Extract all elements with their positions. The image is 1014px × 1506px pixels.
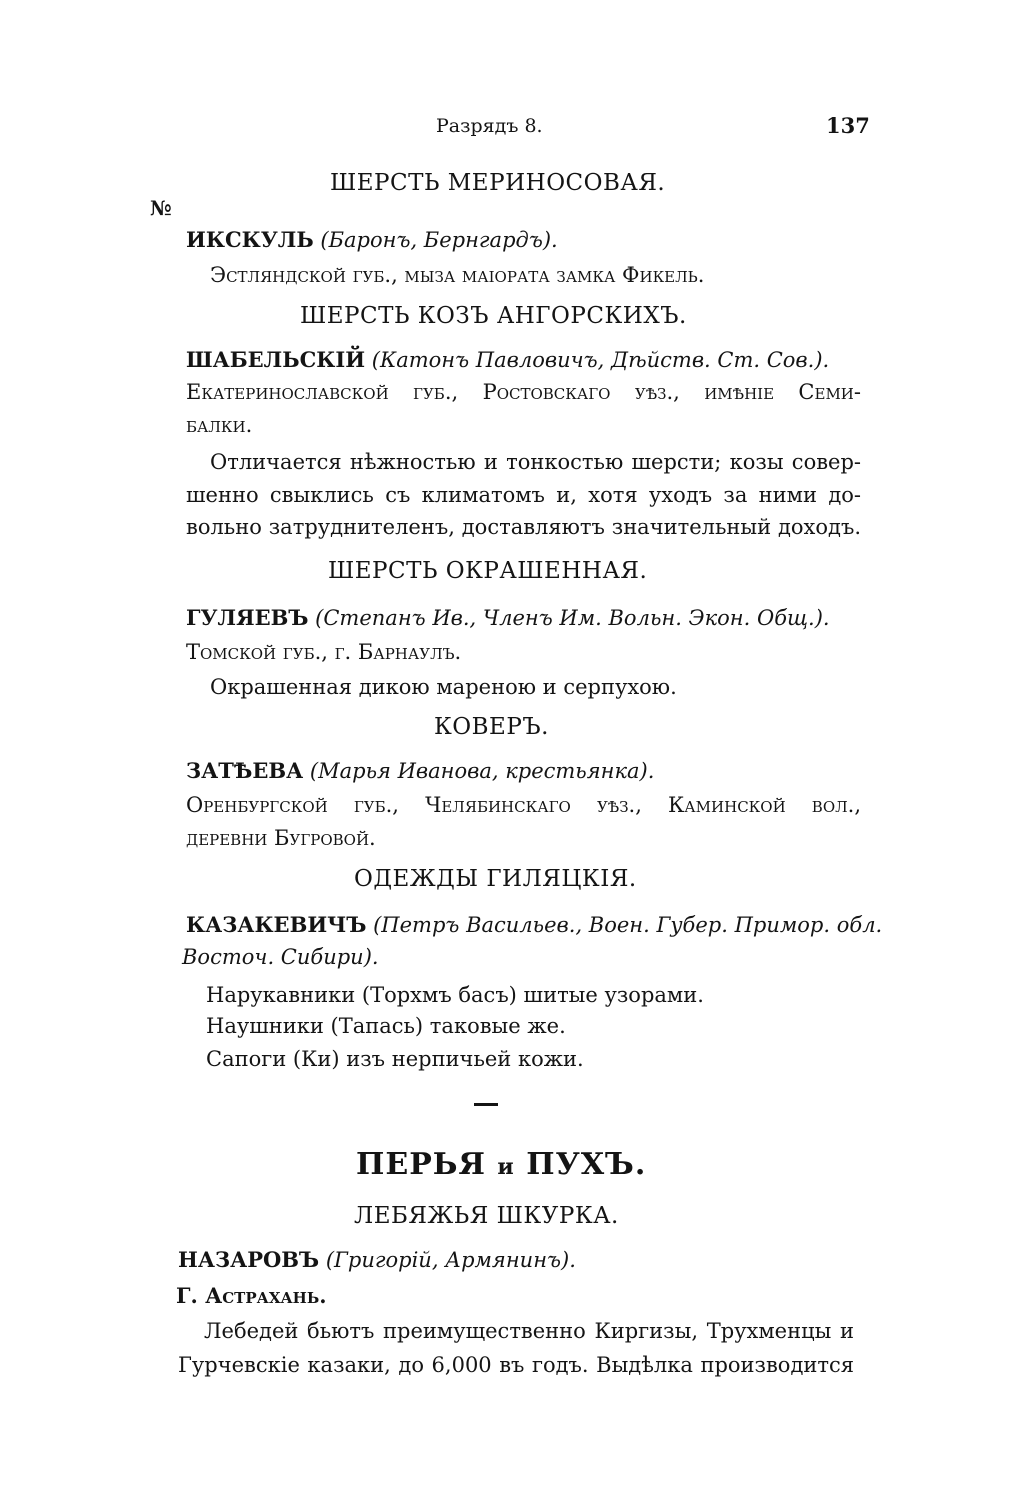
exhibitor-name: КАЗАКЕВИЧЪ xyxy=(186,912,367,937)
entry-heading: КОВЕРЪ. xyxy=(434,714,549,740)
exhibitor-line xyxy=(178,1247,576,1272)
description: Отличается нѣжностью и тонкостью шерсти; козы совер- xyxy=(210,450,861,474)
exhibitor-name: ШАБЕЛЬСКІЙ xyxy=(186,347,366,372)
exhibitor-name: НАЗАРОВЪ xyxy=(178,1247,320,1272)
location: деревни Бугровой. xyxy=(186,826,376,850)
page-number: 137 xyxy=(826,113,870,138)
exhibitor-name: ГУЛЯЕВЪ xyxy=(186,605,309,630)
exhibitor-title: Восточ. Сибири). xyxy=(182,945,379,969)
running-title: Разрядъ 8. xyxy=(436,115,543,137)
section-title-part: ПУХЪ. xyxy=(526,1147,647,1182)
exhibitor-title: (Марья Иванова, крестьянка). xyxy=(309,759,655,783)
exhibitor-title: (Степанъ Ив., Членъ Им. Вольн. Экон. Общ.). xyxy=(315,606,830,630)
exhibitor-line xyxy=(186,605,830,630)
section-title-part: ПЕРЬЯ xyxy=(356,1147,486,1182)
number-mark: № xyxy=(150,196,172,220)
entry-heading: ШЕРСТЬ КОЗЪ АНГОРСКИХЪ. xyxy=(300,303,687,329)
location: Эстляндской губ., мыза маіората замка Фикель. xyxy=(210,263,705,287)
exhibitor-title: (Баронъ, Бернгардъ). xyxy=(320,228,558,252)
description: Лебедей бьютъ преимущественно Киргизы, Трухменцы и xyxy=(204,1319,854,1343)
exhibitor-title: (Петръ Васильев., Воен. Губер. Примор. обл. xyxy=(373,913,883,937)
exhibitor-name: ИКСКУЛЬ xyxy=(186,227,314,252)
exhibitor-line xyxy=(186,227,558,252)
list-item: Сапоги (Ки) изъ нерпичьей кожи. xyxy=(206,1047,584,1071)
section-divider xyxy=(474,1103,498,1106)
entry-heading: ЛЕБЯЖЬЯ ШКУРКА. xyxy=(354,1203,619,1229)
location: Г. Астрахань. xyxy=(176,1283,327,1308)
description: Гурчевскіе казаки, до 6,000 въ годъ. Выдѣлка производится xyxy=(178,1353,854,1377)
list-item: Наушники (Тапась) таковые же. xyxy=(206,1014,566,1038)
exhibitor-title: (Григорій, Армянинъ). xyxy=(325,1248,576,1272)
entry-heading: ШЕРСТЬ МЕРИНОСОВАЯ. xyxy=(330,170,666,196)
location: балки. xyxy=(186,413,253,437)
description: шенно свыклись съ климатомъ и, хотя уходъ за ними до- xyxy=(186,483,861,507)
description: Окрашенная дикою мареною и серпухою. xyxy=(210,675,677,699)
location: Оренбургской губ., Челябинскаго уѣз., Каминской вол., xyxy=(186,793,861,817)
location: Томской губ., г. Барнаулъ. xyxy=(186,640,462,664)
exhibitor-line xyxy=(186,347,829,372)
entry-heading: ШЕРСТЬ ОКРАШЕННАЯ. xyxy=(328,558,648,584)
list-item: Нарукавники (Торхмъ басъ) шитые узорами. xyxy=(206,983,704,1007)
location: Екатеринославской губ., Ростовскаго уѣз., имѣніе Семи- xyxy=(186,380,861,404)
exhibitor-title: (Катонъ Павловичъ, Дѣйств. Ст. Сов.). xyxy=(371,348,830,372)
description: вольно затруднителенъ, доставляютъ значительный доходъ. xyxy=(186,515,861,539)
exhibitor-line xyxy=(186,758,654,783)
entry-heading: ОДЕЖДЫ ГИЛЯЦКІЯ. xyxy=(354,866,637,892)
section-title xyxy=(356,1147,646,1182)
exhibitor-line xyxy=(186,912,882,937)
section-title-conj: и xyxy=(497,1154,515,1180)
exhibitor-name: ЗАТѢЕВА xyxy=(186,758,304,783)
